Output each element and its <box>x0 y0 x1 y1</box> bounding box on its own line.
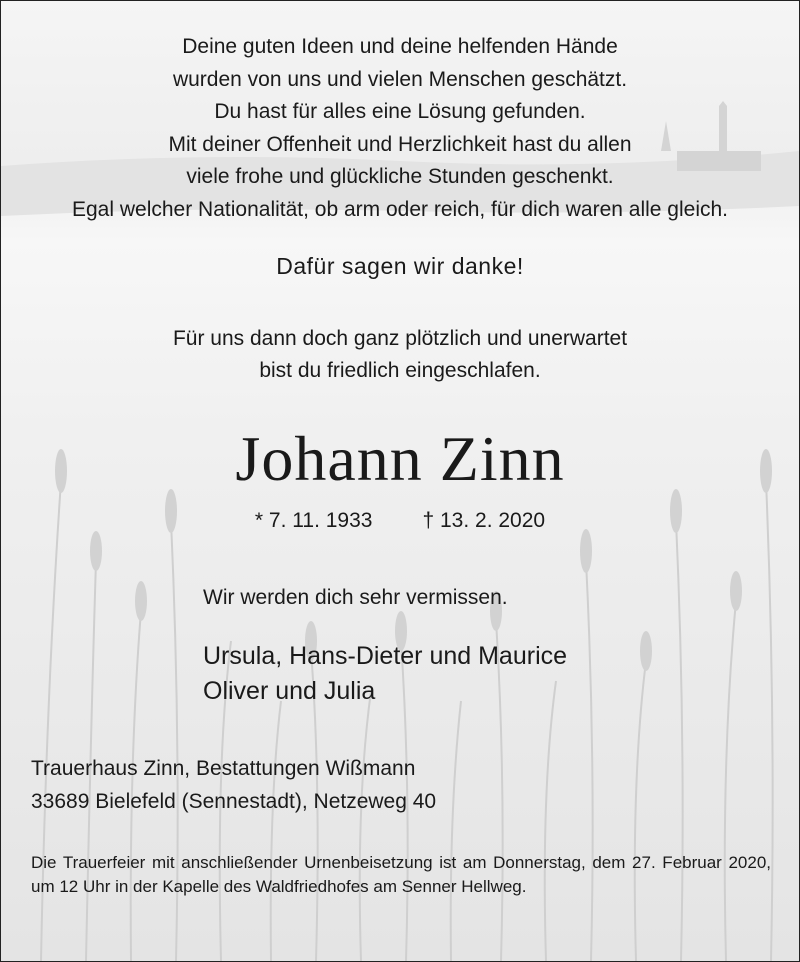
ceremony-info: Die Trauerfeier mit anschließender Urnenbeisetzung ist am Donnerstag, dem 27. Februar 2020, um 12 Uhr in der Kapelle des Waldfriedhofes am Senner Hellweg. <box>31 853 771 896</box>
poem-line: Mit deiner Offenheit und Herzlichkeit hast du allen <box>168 132 632 156</box>
poem-line: Egal welcher Nationalität, ob arm oder reich, für dich waren alle gleich. <box>72 197 728 221</box>
birth-date: * 7. 11. 1933 <box>254 509 373 532</box>
funeral-home-name: Trauerhaus Zinn, Bestattungen Wißmann <box>31 757 416 780</box>
poem-line: viele frohe und glückliche Stunden geschenkt. <box>186 165 614 188</box>
thanks-line: Dafür sagen wir danke! <box>276 253 524 279</box>
passing-line: Für uns dann doch ganz plötzlich und unerwartet <box>172 327 628 350</box>
funeral-home-address: 33689 Bielefeld (Sennestadt), Netzeweg 40 <box>31 790 437 813</box>
death-date: † 13. 2. 2020 <box>422 509 546 532</box>
poem-line: wurden von uns und vielen Menschen geschätzt. <box>172 67 628 91</box>
life-dates <box>1 509 799 533</box>
mourners <box>203 639 567 709</box>
miss-line: Wir werden dich sehr vermissen. <box>203 586 508 609</box>
deceased-name: Johann Zinn <box>235 423 565 494</box>
funeral-home <box>31 752 436 818</box>
passing-text <box>1 323 799 387</box>
mourner-line: Oliver und Julia <box>203 677 376 705</box>
passing-line: bist du friedlich eingeschlafen. <box>259 359 541 382</box>
poem-line: Du hast für alles eine Lösung gefunden. <box>214 100 586 123</box>
poem-line: Deine guten Ideen und deine helfenden Hände <box>182 35 618 58</box>
mourner-line: Ursula, Hans-Dieter und Maurice <box>203 642 568 670</box>
poem-text <box>1 31 799 226</box>
